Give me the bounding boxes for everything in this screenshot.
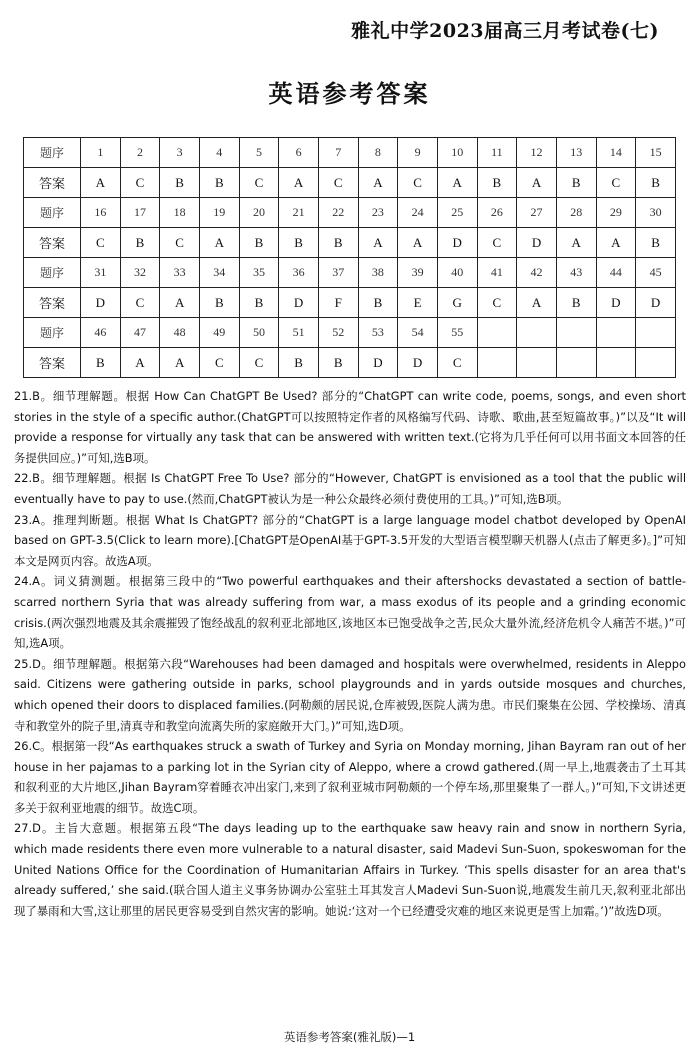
answer-cell: C	[477, 228, 517, 258]
question-number-cell: 55	[437, 318, 477, 348]
answer-cell: B	[81, 348, 121, 378]
row-label: 题序	[24, 318, 81, 348]
answer-cell: A	[398, 228, 438, 258]
explanation-item: 21.B。细节理解题。根据 How Can ChatGPT Be Used? 部分的“ChatGPT can write code, poems, songs, and even short stories in the style of a specific author.(ChatGPT可以按照特定作者的风格编写代码、诗歌、歌曲,甚至短篇故事。)”以及“It will provide a response for virtually any task that can be answered with written text.(它将为几乎任何可以用书面文本回答的任务提供回应。)”可知,选B项。	[14, 389, 686, 465]
answer-cell: B	[199, 288, 239, 318]
answer-cell: D	[358, 348, 398, 378]
answer-cell: B	[358, 288, 398, 318]
answer-row	[24, 348, 676, 378]
question-number-cell: 41	[477, 258, 517, 288]
answer-cell: A	[279, 168, 319, 198]
answer-cell: A	[160, 288, 200, 318]
answer-cell: B	[160, 168, 200, 198]
question-number-cell: 12	[517, 138, 557, 168]
question-number-row	[24, 138, 676, 168]
answer-cell: C	[239, 168, 279, 198]
question-number-cell: 7	[318, 138, 358, 168]
answer-cell: C	[437, 348, 477, 378]
question-number-cell: 52	[318, 318, 358, 348]
answer-cell: C	[318, 168, 358, 198]
answer-cell: D	[437, 228, 477, 258]
answer-cell: A	[517, 288, 557, 318]
question-number-cell	[477, 318, 517, 348]
question-number-cell: 4	[199, 138, 239, 168]
question-number-cell: 17	[120, 198, 160, 228]
answer-cell: D	[596, 288, 636, 318]
answer-cell: B	[120, 228, 160, 258]
answer-cell	[556, 348, 596, 378]
answer-cell: D	[81, 288, 121, 318]
explanation-item: 22.B。细节理解题。根据 Is ChatGPT Free To Use? 部分的“However, ChatGPT is envisioned as a tool that the public will eventually have to pay to use.(然而,ChatGPT被认为是一种公众最终必须付费使用的工具。)”可知,选B项。	[14, 471, 686, 506]
answer-table	[23, 137, 676, 378]
question-number-cell: 16	[81, 198, 121, 228]
answer-cell: B	[636, 228, 676, 258]
question-number-row	[24, 258, 676, 288]
question-number-cell: 51	[279, 318, 319, 348]
question-number-cell: 15	[636, 138, 676, 168]
answer-cell: A	[437, 168, 477, 198]
question-number-cell: 47	[120, 318, 160, 348]
question-number-cell: 54	[398, 318, 438, 348]
question-number-cell: 42	[517, 258, 557, 288]
explanation-item: 25.D。细节理解题。根据第六段“Warehouses had been damaged and hospitals were overwhelmed, residents in Aleppo said. Citizens were gathering outside in parks, school playgrounds and in yards outside mosques and churches, which opened their doors to displaced families.(阿勒颇的居民说,仓库被毁,医院人满为患。市民们聚集在公园、学校操场、清真寺和教堂外的院子里,清真寺和教堂向流离失所的家庭敞开大门。)”可知,选D项。	[14, 656, 686, 733]
answer-cell: C	[81, 228, 121, 258]
answer-cell: B	[318, 228, 358, 258]
answer-cell: F	[318, 288, 358, 318]
page-title: 英语参考答案	[268, 79, 431, 108]
question-number-cell: 22	[318, 198, 358, 228]
answer-cell: B	[556, 288, 596, 318]
question-number-cell: 21	[279, 198, 319, 228]
answer-cell: G	[437, 288, 477, 318]
question-number-cell: 32	[120, 258, 160, 288]
question-number-cell: 45	[636, 258, 676, 288]
question-number-cell: 5	[239, 138, 279, 168]
answer-cell	[636, 348, 676, 378]
explanation-item: 26.C。根据第一段“As earthquakes struck a swath of Turkey and Syria on Monday morning, Jihan Bayram ran out of her house in her pajamas to a parking lot in the Syrian city of Aleppo, where a crowd gathered.(周一早上,地震袭击了土耳其和叙利亚的大片地区,Jihan Bayram穿着睡衣冲出家门,来到了叙利亚城市阿勒颇的一个停车场,那里聚集了一群人。)”可知,下文讲述更多关于叙利亚地震的细节。故选C项。	[14, 739, 686, 815]
explanation-list	[14, 386, 686, 921]
exam-header: 雅礼中学2023届高三月考试卷(七)	[351, 20, 659, 42]
question-number-cell: 20	[239, 198, 279, 228]
answer-cell: C	[120, 288, 160, 318]
question-number-cell: 9	[398, 138, 438, 168]
question-number-cell: 1	[81, 138, 121, 168]
question-number-cell: 2	[120, 138, 160, 168]
answer-cell: B	[318, 348, 358, 378]
question-number-cell: 33	[160, 258, 200, 288]
answer-cell: C	[239, 348, 279, 378]
question-number-cell: 6	[279, 138, 319, 168]
answer-cell: D	[517, 228, 557, 258]
question-number-cell: 43	[556, 258, 596, 288]
question-number-cell: 26	[477, 198, 517, 228]
question-number-cell: 28	[556, 198, 596, 228]
question-number-cell: 35	[239, 258, 279, 288]
question-number-cell	[636, 318, 676, 348]
answer-cell: B	[279, 228, 319, 258]
answer-cell: E	[398, 288, 438, 318]
question-number-cell: 36	[279, 258, 319, 288]
answer-cell: B	[556, 168, 596, 198]
question-number-cell: 14	[596, 138, 636, 168]
question-number-cell: 44	[596, 258, 636, 288]
question-number-cell: 23	[358, 198, 398, 228]
question-number-cell: 34	[199, 258, 239, 288]
question-number-cell: 50	[239, 318, 279, 348]
answer-cell: B	[239, 288, 279, 318]
answer-cell: C	[596, 168, 636, 198]
answer-cell: A	[160, 348, 200, 378]
question-number-cell: 30	[636, 198, 676, 228]
answer-cell: D	[636, 288, 676, 318]
question-number-cell: 46	[81, 318, 121, 348]
question-number-cell: 49	[199, 318, 239, 348]
question-number-cell: 31	[81, 258, 121, 288]
answer-cell: C	[120, 168, 160, 198]
explanation-item: 23.A。推理判断题。根据 What Is ChatGPT? 部分的“ChatGPT is a large language model chatbot developed by OpenAI based on GPT-3.5(Click to learn more).[ChatGPT是OpenAI基于GPT-3.5开发的大型语言模型聊天机器人(点击了解更多)。]”可知本文是网页内容。故选A项。	[14, 512, 686, 568]
answer-cell: A	[556, 228, 596, 258]
answer-cell	[517, 348, 557, 378]
answer-cell: D	[279, 288, 319, 318]
question-number-cell: 40	[437, 258, 477, 288]
answer-cell: A	[199, 228, 239, 258]
question-number-cell: 29	[596, 198, 636, 228]
row-label: 答案	[24, 228, 81, 258]
row-label: 题序	[24, 198, 81, 228]
question-number-cell: 10	[437, 138, 477, 168]
answer-cell: A	[358, 168, 398, 198]
answer-cell	[596, 348, 636, 378]
explanation-item: 27.D。主旨大意题。根据第五段“The days leading up to the earthquake saw heavy rain and snow in northern Syria, which made residents there even more vulnerable to a natural disaster, said Madevi Sun-Suon, spokeswoman for the United Nations Office for the Coordination of Humanitarian Affairs in Turkey. ‘This spells disaster for an area that's already suffered,’ she said.(联合国人道主义事务协调办公室驻土耳其发言人Madevi Sun-Suon说,地震发生前几天,叙利亚北部出现了暴雨和大雪,这让那里的居民更容易受到自然灾害的影响。她说:‘这对一个已经遭受灾难的地区来说更是雪上加霜。’)”故选D项。	[14, 821, 686, 918]
question-number-cell: 8	[358, 138, 398, 168]
answer-cell: C	[160, 228, 200, 258]
answer-cell: C	[477, 288, 517, 318]
answer-cell: B	[279, 348, 319, 378]
question-number-cell	[556, 318, 596, 348]
question-number-cell: 11	[477, 138, 517, 168]
answer-cell: A	[81, 168, 121, 198]
question-number-cell: 24	[398, 198, 438, 228]
question-number-cell: 38	[358, 258, 398, 288]
row-label: 答案	[24, 168, 81, 198]
question-number-row	[24, 198, 676, 228]
question-number-cell: 25	[437, 198, 477, 228]
answer-cell: B	[199, 168, 239, 198]
answer-cell: A	[358, 228, 398, 258]
answer-cell: C	[199, 348, 239, 378]
answer-cell: D	[398, 348, 438, 378]
answer-row	[24, 168, 676, 198]
question-number-cell: 18	[160, 198, 200, 228]
question-number-cell: 27	[517, 198, 557, 228]
row-label: 题序	[24, 258, 81, 288]
answer-cell: B	[477, 168, 517, 198]
answer-cell: A	[120, 348, 160, 378]
answer-row	[24, 228, 676, 258]
page-footer: 英语参考答案(雅礼版)—1	[283, 1030, 416, 1044]
answer-cell: B	[636, 168, 676, 198]
question-number-cell: 19	[199, 198, 239, 228]
question-number-cell: 13	[556, 138, 596, 168]
question-number-cell	[596, 318, 636, 348]
question-number-cell: 3	[160, 138, 200, 168]
question-number-cell: 48	[160, 318, 200, 348]
question-number-cell: 37	[318, 258, 358, 288]
answer-cell: A	[596, 228, 636, 258]
explanation-item: 24.A。词义猜测题。根据第三段中的“Two powerful earthquakes and their aftershocks devastated a section of battle-scarred northern Syria that was already suffering from war, a mass exodus of its people and a grinding economic crisis.(两次强烈地震及其余震摧毁了饱经战乱的叙利亚北部地区,该地区本已饱受战争之苦,民众大量外流,经济危机令人痛苦不堪。)”可知,选A项。	[14, 574, 686, 651]
answer-cell: C	[398, 168, 438, 198]
answer-row	[24, 288, 676, 318]
answer-cell: A	[517, 168, 557, 198]
row-label: 答案	[24, 288, 81, 318]
row-label: 答案	[24, 348, 81, 378]
answer-cell	[477, 348, 517, 378]
question-number-row	[24, 318, 676, 348]
row-label: 题序	[24, 138, 81, 168]
question-number-cell	[517, 318, 557, 348]
question-number-cell: 53	[358, 318, 398, 348]
question-number-cell: 39	[398, 258, 438, 288]
answer-cell: B	[239, 228, 279, 258]
